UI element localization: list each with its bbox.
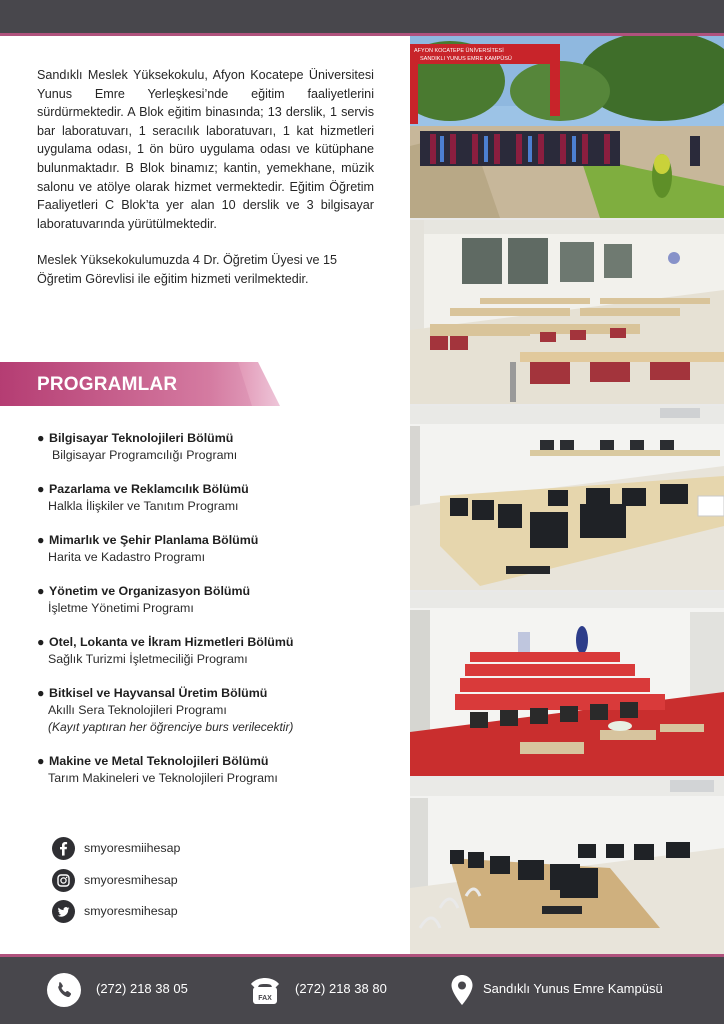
fax-number: (272) 218 38 80 [295,981,387,996]
intro-text [37,66,374,289]
footer-fax[interactable] [247,957,417,1024]
department-item [37,430,397,447]
photo-column [410,36,724,954]
department-item [37,583,397,600]
department-item [37,532,397,549]
facebook-icon [52,837,75,860]
social-facebook[interactable] [52,837,252,861]
auditorium-photo [410,592,724,776]
department-name: Otel, Lokanta ve İkram Hizmetleri Bölümü [49,635,294,649]
department-name: Mimarlık ve Şehir Planlama Bölümü [49,533,259,547]
footer-address[interactable] [444,957,704,1024]
department-name: Makine ve Metal Teknolojileri Bölümü [49,754,269,768]
program-item: Tarım Makineleri ve Teknolojileri Programı [48,771,278,785]
campus-address: Sandıklı Yunus Emre Kampüsü [483,981,663,996]
program-item: Bilgisayar Programcılığı Programı [52,448,238,462]
computer-lab-photo-2 [410,778,724,954]
campus-sign-line-1: AFYON KOCATEPE ÜNİVERSİTESİ [414,48,504,54]
department-name: Pazarlama ve Reklamcılık Bölümü [49,482,249,496]
program-item: Sağlık Turizmi İşletmeciliği Programı [48,652,248,666]
footer [0,957,724,1024]
bullet: ● [37,482,45,496]
bullet: ● [37,584,45,598]
instagram-icon [52,869,75,892]
bullet: ● [37,533,45,547]
bullet: ● [37,431,45,445]
program-item: Harita ve Kadastro Programı [48,550,206,564]
program-item: Halkla İlişkiler ve Tanıtım Programı [48,499,239,513]
location-pin-icon [444,972,480,1008]
campus-graduation-photo [410,36,724,218]
social-handle: smyoresmihesap [84,904,178,918]
classroom-photo [410,220,724,404]
phone-icon [46,972,82,1008]
department-item [37,481,397,498]
department-name: Yönetim ve Organizasyon Bölümü [49,584,251,598]
department-item [37,685,397,702]
campus-sign-line-2: SANDIKLI YUNUS EMRE KAMPÜSÜ [420,56,512,62]
bullet: ● [37,686,45,700]
program-item: Akıllı Sera Teknolojileri Programı [48,703,227,717]
scholarship-note: (Kayıt yaptıran her öğrenciye burs verilecektir) [48,720,294,734]
top-bar [0,0,724,33]
intro-paragraph-1: Sandıklı Meslek Yüksekokulu, Afyon Kocatepe Üniversitesi Yunus Emre Yerleşkesi’nde eğitim faaliyetlerini sürdürmektedir. A Blok eğitim binasında; 13 derslik, 1 servis bar laboratuvarı, 1 seracılık laboratuvarı, 1 kat hizmetleri uygulama odası, 1 ön büro uygulama odası ve kütüphane bulunmaktadır. B Blok binamız; kantin, yemekhane, müzik salonu ve atölye olarak hizmet vermektedir. Eğitim Öğretim Faaliyetleri C Blok’ta yer alan 10 derslik ve 3 bilgisayar laboratuvarında yürütülmektedir. [37,68,374,231]
department-item [37,634,397,651]
computer-lab-photo-1 [410,406,724,590]
social-twitter[interactable] [52,900,252,924]
social-handle: smyoresmihesap [84,873,178,887]
bullet: ● [37,635,45,649]
intro-paragraph-2: Meslek Yüksekokulumuzda 4 Dr. Öğretim Üyesi ve 15 Öğretim Görevlisi ile eğitim hizmeti verilmektedir. [37,253,338,286]
fax-label: FAX [258,995,272,1002]
programs-list [37,430,397,804]
twitter-icon [52,900,75,923]
fax-icon [247,972,283,1008]
department-item [37,753,397,770]
bullet: ● [37,754,45,768]
department-name: Bitkisel ve Hayvansal Üretim Bölümü [49,686,268,700]
phone-number: (272) 218 38 05 [96,981,188,996]
programs-title: PROGRAMLAR [37,374,178,395]
social-handle: smyoresmiihesap [84,841,181,855]
department-name: Bilgisayar Teknolojileri Bölümü [49,431,234,445]
social-instagram[interactable] [52,869,252,893]
program-item: İşletme Yönetimi Programı [48,601,194,615]
footer-phone[interactable] [46,957,216,1024]
